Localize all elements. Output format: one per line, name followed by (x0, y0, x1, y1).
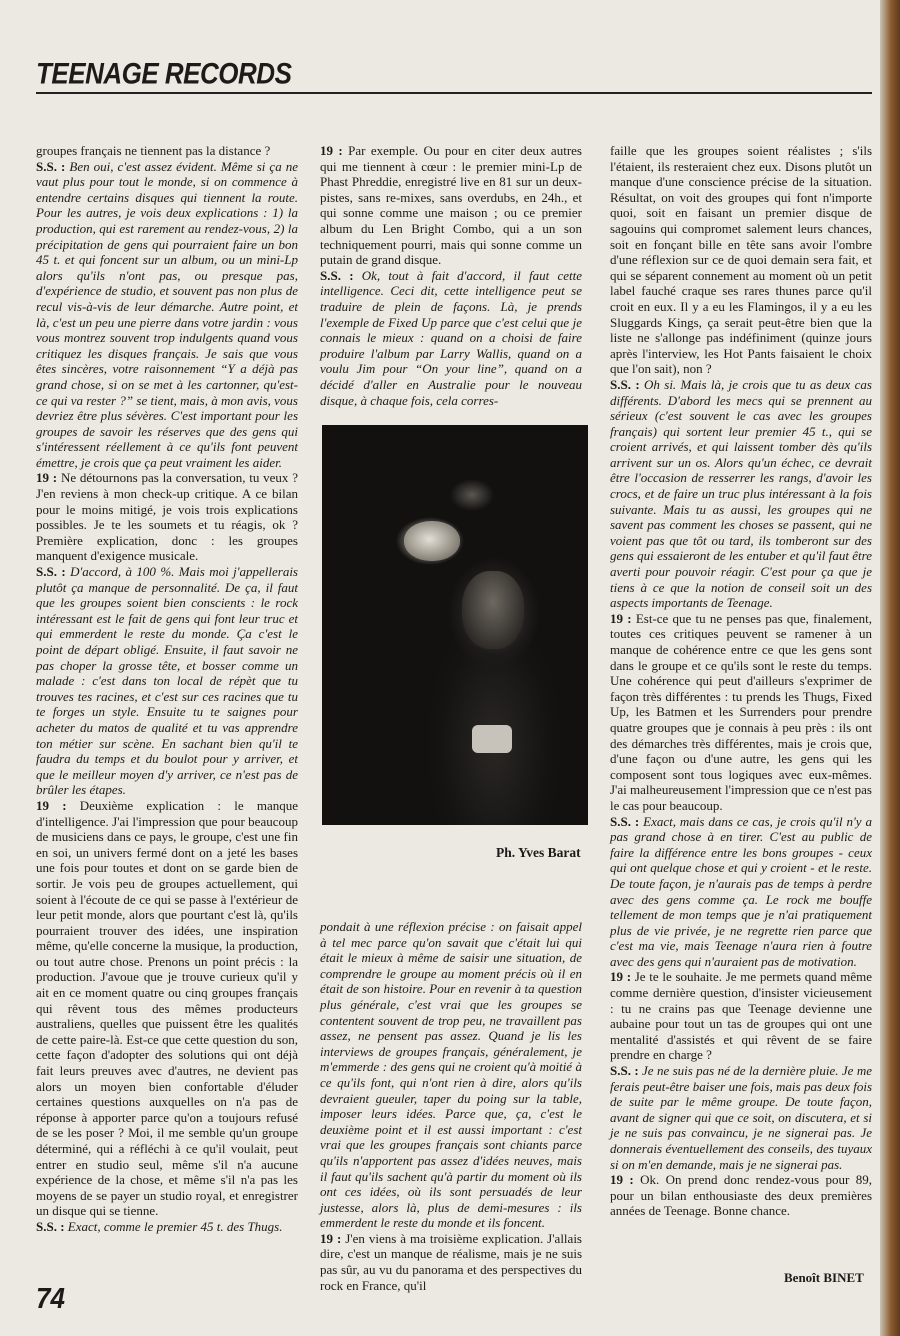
portrait-photo (322, 425, 588, 825)
speaker-label: 19 : (36, 470, 61, 486)
paragraph-text: Oh si. Mais là, je crois que tu as deux cas différents. D'abord les mecs qui se prennent au sérieux (c'est souvent le cas avec les groupes français) qui sortent leur premier 45 t., qui se croient arrivés, et qui laissent tomber dès qu'ils arrivent sur un os. Alors qu'un échec, ce devrait être l'occasion de resserrer les rangs, d'avoir les crocs, et de faire un truc plus intéressant à la fois suivante. Mais tu as aussi, les groupes qui ne savent pas comment les choses se passent, qui ne voient pas que tôt ou tard, ils tomberont sur des gens qui essaieront de les entuber et qu'il faut être averti pour pouvoir réagir. C'est pour ça que je tiens à ce que la notion de conseil soit un des aspects importants de Teenage. (610, 376, 872, 611)
photo-hand-highlight (404, 521, 460, 561)
paragraph-text: Ne détournons pas la conversation, tu veux ? J'en reviens à mon check-up critique. A ce bilan pour le moins mitigé, je vois trois explications possibles. Je te les soumets et tu réagis, ok ? Première explication, donc : les groupes manquent d'exigence musicale. (36, 470, 298, 564)
speaker-label: S.S. : (36, 564, 71, 580)
speaker-label: 19 : (320, 1230, 346, 1246)
section-header: TEENAGE RECORDS (36, 56, 292, 91)
article-paragraph (320, 143, 582, 268)
article-paragraph (320, 1231, 582, 1293)
speaker-label: 19 : (36, 797, 80, 813)
author-signature: Benoît BINET (784, 1270, 864, 1285)
speaker-label: S.S. : (320, 267, 362, 283)
speaker-label: 19 : (610, 1172, 641, 1188)
article-paragraph (610, 377, 872, 611)
paragraph-text: D'accord, à 100 %. Mais moi j'appellerais plutôt ça manque de personnalité. De ça, il faut que les groupes soient bien conscients : le rock intéressant est le fait de gens qui font leur truc et qui emmerdent le reste du monde. Ça c'est le point de départ obligé. Ensuite, il faut savoir ne pas choper la grosse tête, et bosser comme un malade : c'est dans ton local de répèt que tu trouves tes racines, et c'est sur ces racines que tu te forges un style. Ensuite tu te saignes pour acheter du matos de qualité et tu vas apprendre ton métier sur scène. En sachant bien qu'il te faudra du temps et du boulot pour y arriver, et que le meilleur moyen d'y arriver, ce n'est pas de brûler les étapes. (36, 564, 298, 798)
paragraph-text: Je ne suis pas né de la dernière pluie. Je me ferais peut-être baiser une fois, mais pas deux fois de suite par le même groupe. De toute façon, avant de signer qui que ce soit, on discutera, et si je ne suis pas convaincu, je ne signerai pas. Je donnerais éventuellement des conseils, des tuyaux si on m'en demande, mais je ne signerai pas. (610, 1063, 872, 1172)
article-paragraph (36, 564, 298, 798)
article-paragraph (610, 611, 872, 814)
photo-caption: Ph. Yves Barat (496, 845, 581, 860)
speaker-label: 19 : (610, 969, 635, 985)
speaker-label: S.S. : (610, 813, 644, 829)
speaker-label: 19 : (320, 143, 349, 158)
paragraph-text: Par exemple. Ou pour en citer deux autres qui me tiennent à cœur : le premier mini-Lp de Phast Phreddie, enregistré live en 81 sur un deux-pistes, sans re-mixes, sans overdubs, en 24h., et qui sonne comme une maison ; ou ce premier album du Len Bright Combo, qui a un son techniquement pourri, mais qui sonne comme un putain de grand disque. (320, 143, 582, 268)
paragraph-text: Exact, mais dans ce cas, je crois qu'il n'y a pas grand chose à en tirer. C'est au public de faire la différence entre les bons groupes - ceux qui ont quelque chose et qui y croient - et le reste. De toute façon, je n'aurais pas de temps à perdre avec des gens comme ça. Le rock me bouffe tellement de mon temps que je n'ai pratiquement plus de vie privée, je ne regrette rien parce que c'est ma vie, mais Teenage n'aura rien à foutre avec des gens qui n'auraient pas de motivation. (610, 813, 872, 969)
paragraph-text: Deuxième explication : le manque d'intelligence. J'ai l'impression que pour beaucoup de musiciens dans ce pays, le groupe, c'est une fin en soi, un univers fermé dont on a jeté les bases une fois pour toutes et dont on se garde bien de sortir. Je vois peu de groupes actuellement, qui soient à l'écoute de ce qui se passe à l'extérieur de leur petit monde, alors que pourtant c'est là, qu'ils pourraient trouver des idées, une inspiration même, qu'elle concerne la musique, la production, ou tout autre chose. Prenons un point précis : la production. J'avoue que je trouve curieux qu'il y ait en ce moment quatre ou cinq groupes français qui rêvent tous des mêmes producteurs australiens, quelles que puissent être les qualités de cette paire-là. Est-ce que cette question du son, cette façon d'adopter des solutions qui ont déjà fait leurs preuves avec d'autres, ne devient pas alors un moyen bien confortable d'éluder certaines questions auxquelles on n'a pas de réponse à apporter parce qu'on a toujours refusé de se les poser ? Moi, il me semble qu'un groupe déterminé, qui a réfléchi à ce qu'il voulait, peut entrer en studio seul, même s'il n'a aucune expérience de la chose, et même s'il n'a pas les moyens de se payer un studio royal, et enregistrer un disque qui se tienne. (36, 797, 298, 1219)
photo-face (462, 571, 524, 649)
paragraph-text: Ok. On prend donc rendez-vous pour 89, pour un bilan enthousiaste des deux premières années de Teenage. Bonne chance. (610, 1172, 872, 1219)
article-paragraph (320, 919, 582, 1231)
paragraph-text: Je te le souhaite. Je me permets quand même comme dernière question, d'insister vicieusement : tu ne crains pas que Teenage devienne une aubaine pour tout un tas de groupes qui ont une mentalité d'assistés et qui rêvent de se faire prendre en charge ? (610, 969, 872, 1063)
paragraph-text: pondait à une réflexion précise : on faisait appel à tel mec parce qu'on savait que c'était lui qui était le mieux à même de saisir une situation, de comprendre le groupe au moment précis où il en était de son histoire. Pour en revenir à ta question plus générale, c'est vrai que les groupes se contentent souvent de trop peu, ne travaillent pas assez, ne pensent pas assez. Quand je lis les interviews de groupes français, généralement, je m'emmerde : des gens qui ne croient qu'à moitié à ce qu'ils font, qui n'ont rien à dire, alors qu'ils devraient gueuler, taper du poing sur la table, imposer leurs idées. Parce que, ça, c'est le deuxième point et il est aussi important : c'est vrai que les groupes français sont chiants parce qu'ils n'apportent pas assez d'idées neuves, mais il faut qu'ils sachent qu'à partir du moment où ils ont ces idées, où ils sont persuadés de leur justesse, alors là, plus de demi-mesures : ils emmerdent le reste du monde et ils foncent. (320, 919, 582, 1231)
article-paragraph (36, 1219, 298, 1235)
page-number: 74 (36, 1281, 65, 1315)
paragraph-text: Ben oui, c'est assez évident. Même si ça ne vaut plus pour tout le monde, si on commence à entendre certains disques qui tiennent la route. Pour les autres, je vois deux explications : 1) la production, qui est rarement au rendez-vous, 2) la précipitation de gens qui pourraient faire un bon 45 t. et qui foncent sur un album, ou un mini-Lp alors qu'ils n'ont pas, ou presque pas, d'expérience de studio, et souvent pas non plus de recul vis-à-vis de leur démarche. Autre point, et là, c'est un peu une pierre dans votre jardin : vous vous montrez souvent trop indulgents quand vous critiquez les disques français. Je sais que vous êtes sincères, votre raisonnement “Y a déjà pas grand chose, si on se met à les cartonner, qu'est-ce qui va rester ?” se tient, mais, à mon avis, vous devriez être plus sévères. C'est important pour les groupes de savoir les réserves que des gens qui s'intéressent réellement à ce qu'ils font peuvent émettre, je crois que ça peut vraiment les aider. (36, 158, 299, 470)
speaker-label: S.S. : (610, 1063, 643, 1079)
speaker-label: 19 : (610, 610, 636, 626)
paragraph-text: Est-ce que tu ne penses pas que, finalement, toutes ces critiques peuvent se ramener à un manque de cohérence entre ce que les gens sont dans le groupe et ce qu'ils sont le reste du temps. Une cohérence qui peut d'ailleurs s'exprimer de façon très différentes : tu prends les Thugs, Fixed Up, les Batmen et les Surrenders pour prendre quatre groupes que je connais à peu près : ils ont des démarches très différentes, mais je crois que, d'une façon ou d'une autre, les gens qui les composent sont tous logiques avec eux-mêmes. J'ai malheureusement l'impression que ce n'est pas le cas pour beaucoup. (610, 610, 872, 813)
article-paragraph (610, 143, 872, 377)
article-paragraph (610, 1063, 872, 1172)
speaker-label: S.S. : (36, 1218, 68, 1234)
column-1 (36, 143, 298, 1283)
column-2-top (320, 143, 582, 408)
header-rule (36, 92, 872, 94)
article-paragraph (36, 798, 298, 1219)
article-paragraph (320, 268, 582, 408)
paragraph-text: groupes français ne tiennent pas la distance ? (36, 143, 271, 158)
article-paragraph (36, 143, 298, 159)
paragraph-text: J'en viens à ma troisième explication. J'allais dire, c'est un manque de réalisme, mais je ne suis pas sûr, au vu du panorama et des perspectives du rock en France, qu'il (320, 1230, 582, 1293)
paragraph-text: faille que les groupes soient réalistes ; s'ils l'étaient, ils resteraient chez eux. Disons plutôt un manque d'une conscience précise de la situation. Résultat, on voit des groupes qui font n'importe quoi, soit en faisant un premier disque de sagouins qui compromet salement leurs chances, soit en fonçant bille en tête sans avoir l'ombre d'une réflexion sur ce de quoi demain sera fait, et qui se séparent connement au moment où un petit label fauché craque ses rares thunes parce qu'il croit en eux. Il y a eu les Flamingos, il y a eu les Sluggards Kings, ça serait peut-être bien que la liste ne s'allonge pas indéfiniment (quinze jours après l'interview, les Hot Pants faisaient le choix que l'on sait), non ? (610, 143, 872, 377)
article-paragraph (610, 1172, 872, 1219)
paragraph-text: Exact, comme le premier 45 t. des Thugs. (67, 1218, 283, 1234)
paragraph-text: Ok, tout à fait d'accord, il faut cette intelligence. Ceci dit, cette intelligence peut se traduire de plein de façons. Là, je prends l'exemple de Fixed Up parce que c'est celui que je connais le mieux : quand on a choisi de faire produire l'album par Larry Wallis, quand on a voulu Jim pour “On your line”, quand on a décidé d'aller en Australie pour le nouveau disque, à chaque fois, cela corres- (320, 267, 582, 408)
speaker-label: S.S. : (36, 158, 70, 174)
photo-collar (472, 725, 512, 753)
article-paragraph (36, 470, 298, 564)
article-paragraph (610, 969, 872, 1063)
article-paragraph (36, 159, 298, 471)
column-3 (610, 143, 872, 1273)
speaker-label: S.S. : (610, 376, 645, 392)
column-2-bottom (320, 919, 582, 1293)
article-paragraph (610, 814, 872, 970)
page-edge (880, 0, 900, 1336)
